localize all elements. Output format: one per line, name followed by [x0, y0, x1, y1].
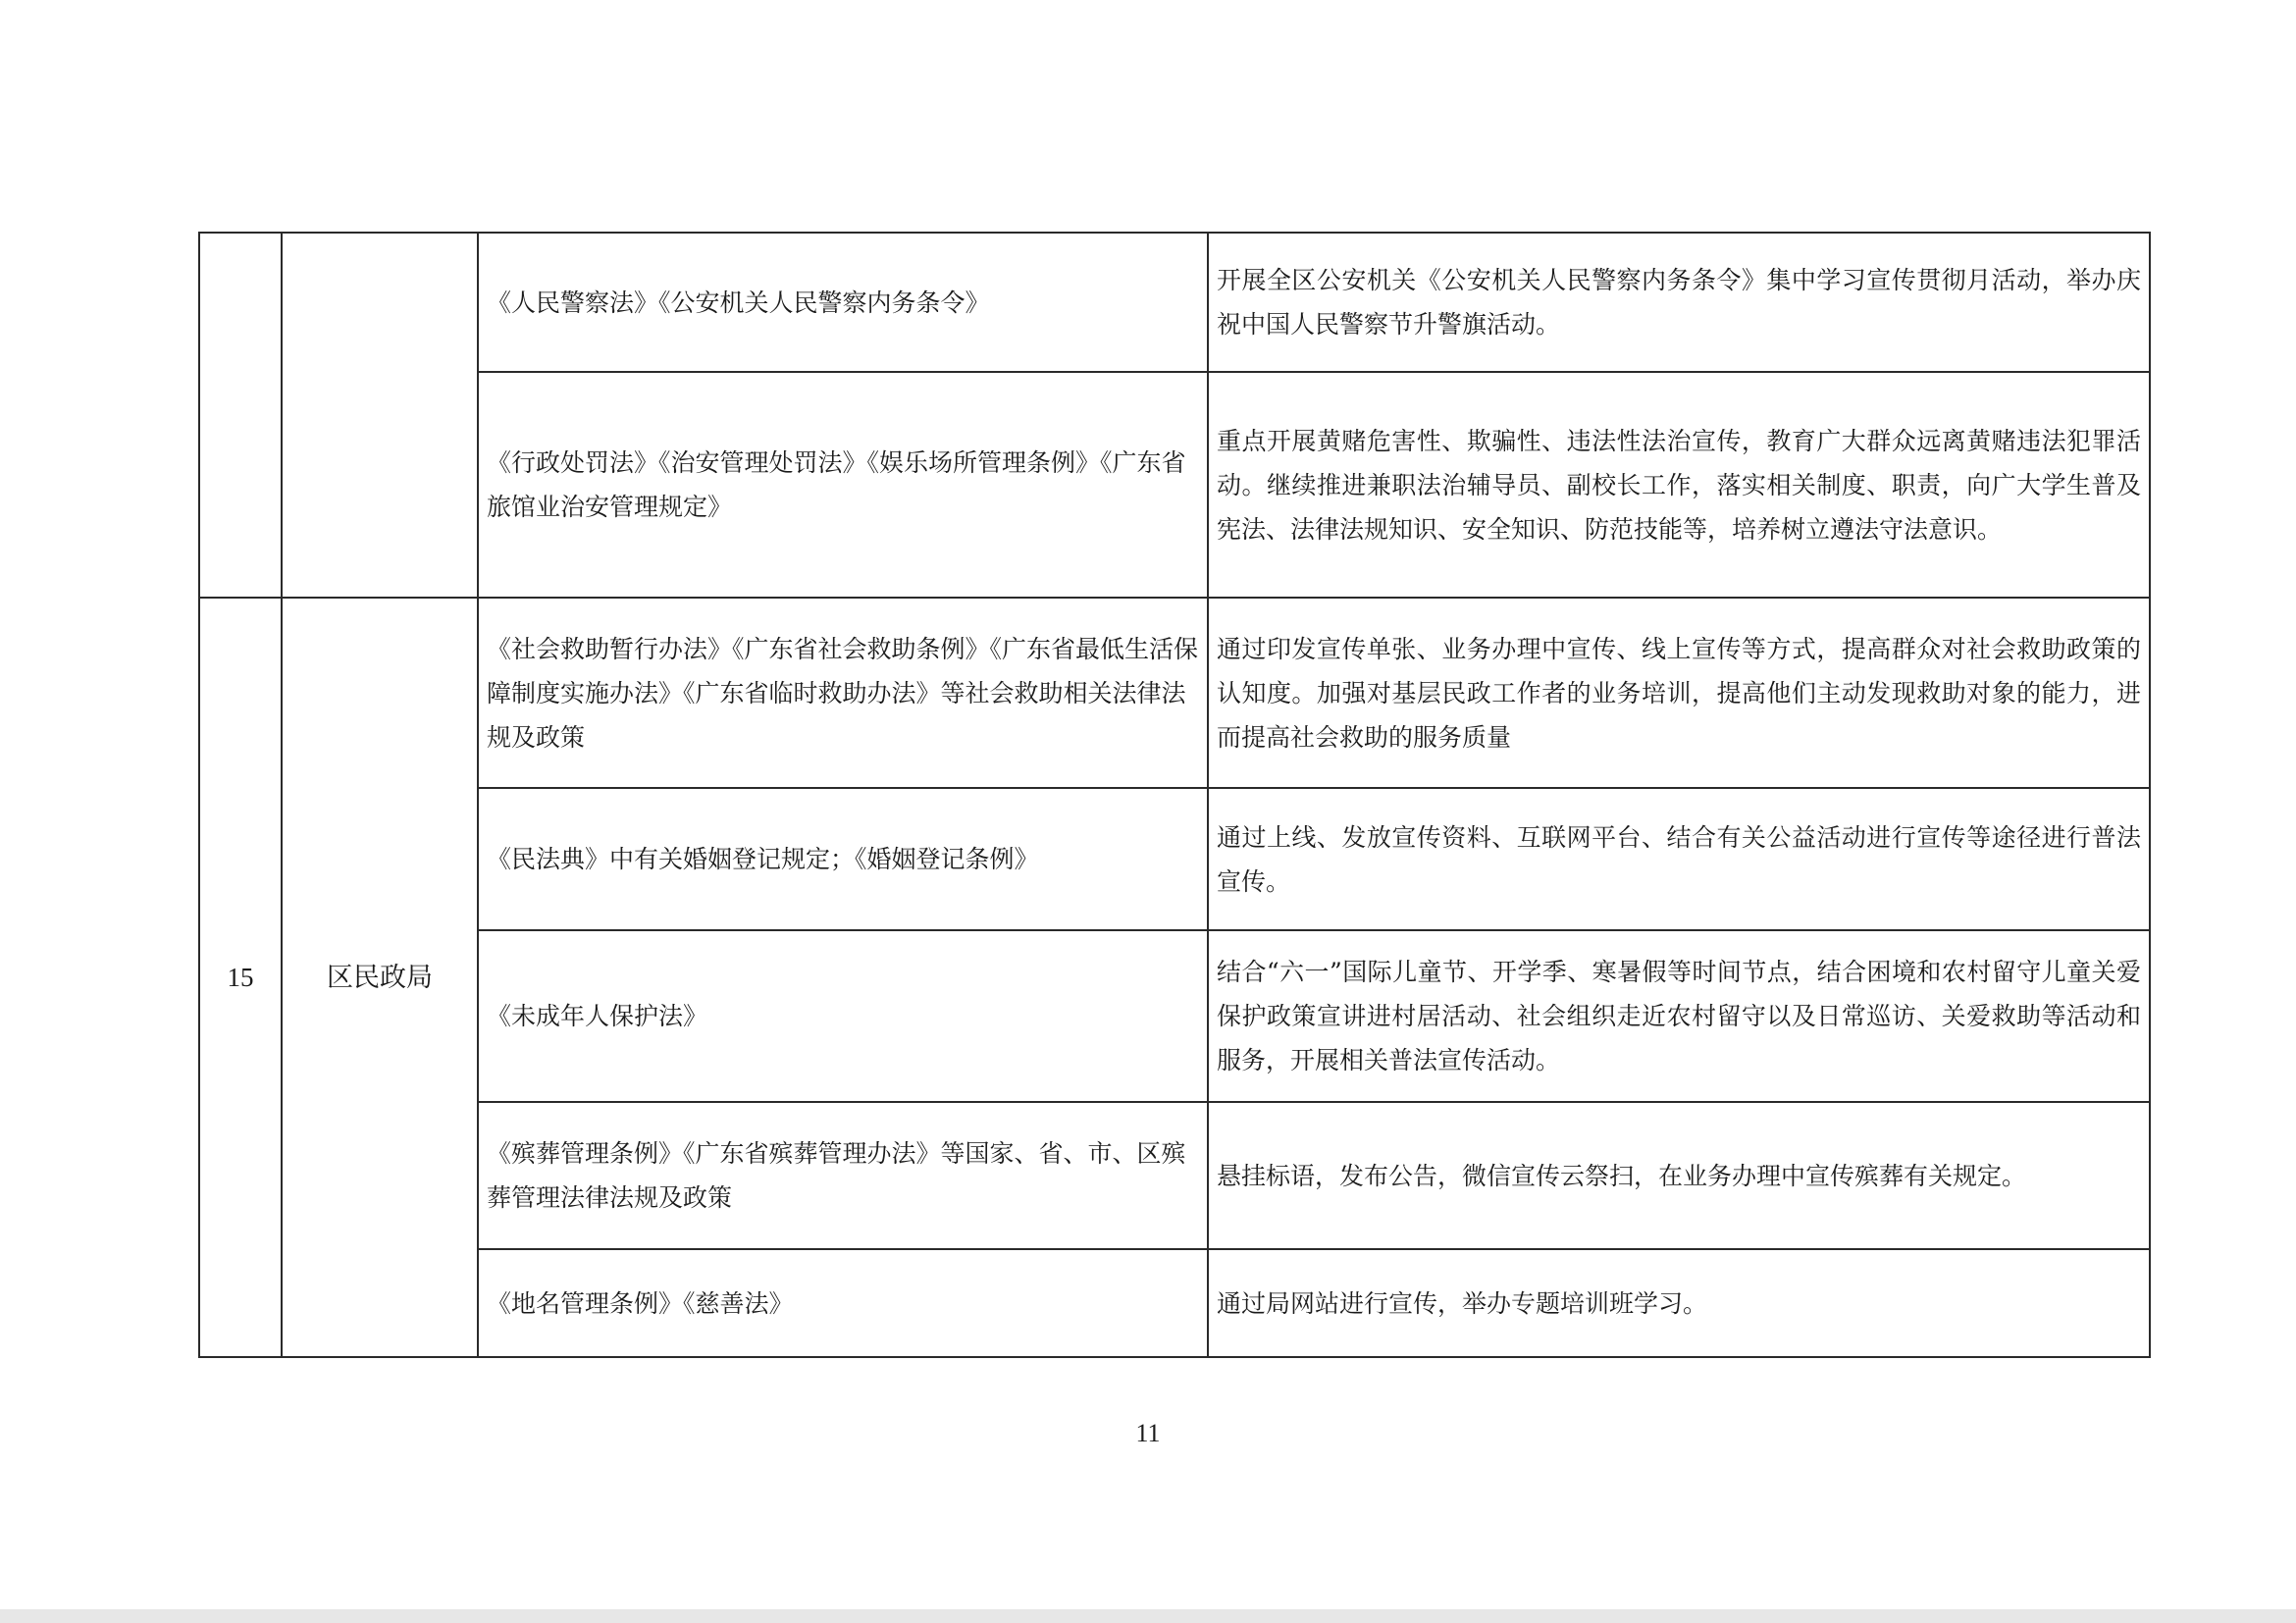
law-cell: 《行政处罚法》《治安管理处罚法》《娱乐场所管理条例》《广东省旅馆业治安管理规定》 — [478, 372, 1208, 598]
law-cell: 《民法典》中有关婚姻登记规定；《婚姻登记条例》 — [478, 788, 1208, 930]
law-cell: 《社会救助暂行办法》《广东省社会救助条例》《广东省最低生活保障制度实施办法》《广东省临时救助办法》等社会救助相关法律法规及政策 — [478, 598, 1208, 788]
table-row — [199, 598, 2150, 788]
activity-cell: 通过局网站进行宣传，举办专题培训班学习。 — [1208, 1249, 2150, 1357]
table-row — [199, 930, 2150, 1102]
page-number: 11 — [1135, 1419, 1161, 1447]
table-row — [199, 1249, 2150, 1357]
activity-cell: 悬挂标语，发布公告，微信宣传云祭扫，在业务办理中宣传殡葬有关规定。 — [1208, 1102, 2150, 1249]
activity-cell: 开展全区公安机关《公安机关人民警察内务条令》集中学习宣传贯彻月活动，举办庆祝中国人民警察节升警旗活动。 — [1208, 233, 2150, 372]
law-cell: 《未成年人保护法》 — [478, 930, 1208, 1102]
seq-cell: 15 — [199, 598, 282, 1357]
activity-cell: 通过上线、发放宣传资料、互联网平台、结合有关公益活动进行宣传等途径进行普法宣传。 — [1208, 788, 2150, 930]
law-publicity-table — [198, 232, 2151, 1358]
activity-cell: 通过印发宣传单张、业务办理中宣传、线上宣传等方式，提高群众对社会救助政策的认知度。加强对基层民政工作者的业务培训，提高他们主动发现救助对象的能力，进而提高社会救助的服务质量 — [1208, 598, 2150, 788]
table-row — [199, 1102, 2150, 1249]
activity-cell: 重点开展黄赌危害性、欺骗性、违法性法治宣传，教育广大群众远离黄赌违法犯罪活动。继续推进兼职法治辅导员、副校长工作，落实相关制度、职责，向广大学生普及宪法、法律法规知识、安全知识、防范技能等，培养树立遵法守法意识。 — [1208, 372, 2150, 598]
table-row — [199, 372, 2150, 598]
law-cell: 《殡葬管理条例》《广东省殡葬管理办法》等国家、省、市、区殡葬管理法律法规及政策 — [478, 1102, 1208, 1249]
activity-cell: 结合“六一”国际儿童节、开学季、寒暑假等时间节点，结合困境和农村留守儿童关爱保护政策宣讲进村居活动、社会组织走近农村留守以及日常巡访、关爱救助等活动和服务，开展相关普法宣传活动。 — [1208, 930, 2150, 1102]
law-cell: 《地名管理条例》《慈善法》 — [478, 1249, 1208, 1357]
table-row — [199, 233, 2150, 372]
scan-edge — [0, 1609, 2296, 1623]
dept-cell: 区民政局 — [282, 598, 478, 1357]
seq-cell — [199, 233, 282, 598]
law-cell: 《人民警察法》《公安机关人民警察内务条令》 — [478, 233, 1208, 372]
table-row — [199, 788, 2150, 930]
dept-cell — [282, 233, 478, 598]
